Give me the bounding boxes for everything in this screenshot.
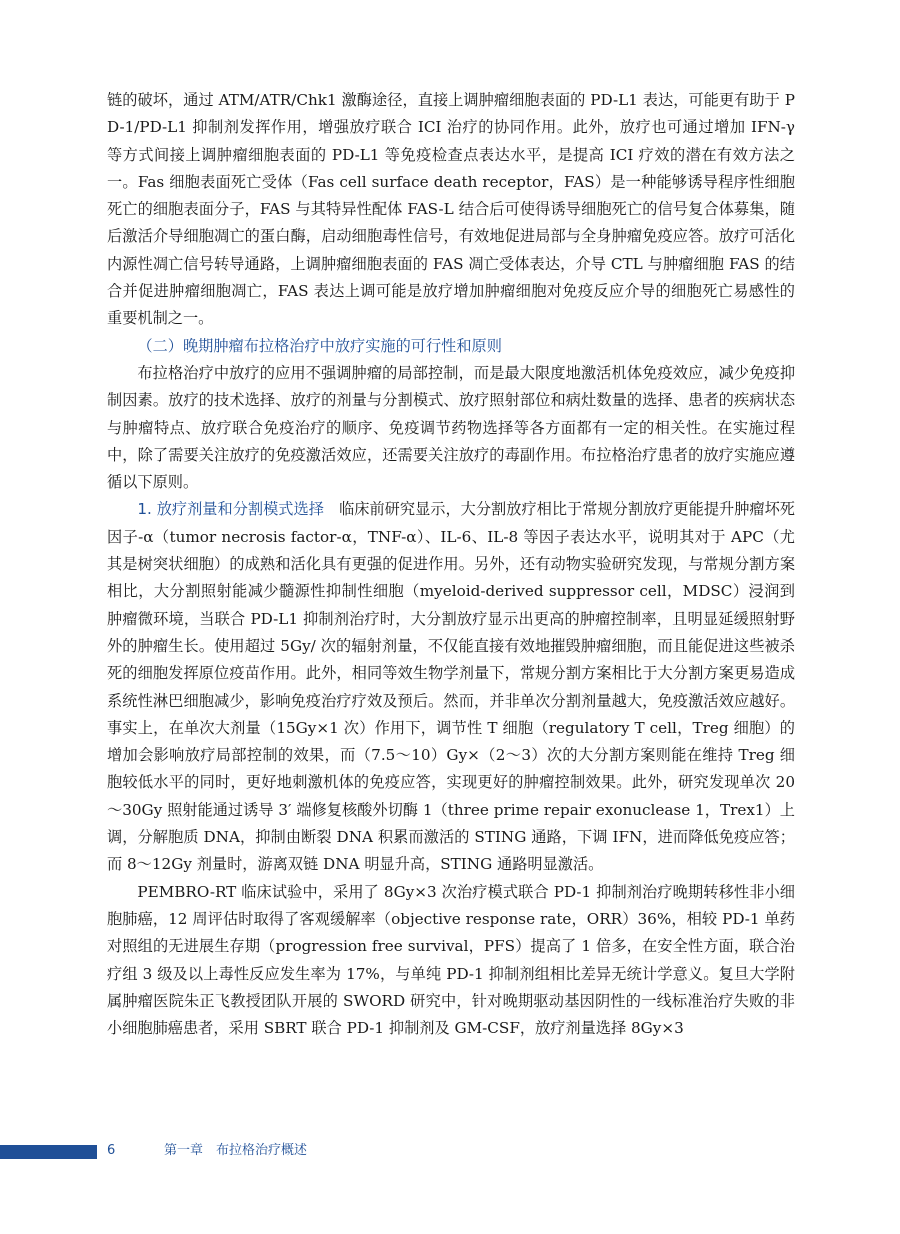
page-body — [107, 87, 795, 1042]
footer-accent-bar — [0, 1145, 97, 1159]
page-number: 6 — [107, 1143, 116, 1158]
sub-heading: 1. 放疗剂量和分割模式选择 — [137, 500, 324, 519]
section-heading: （二）晚期肿瘤布拉格治疗中放疗实施的可行性和原则 — [137, 336, 502, 355]
chapter-title: 第一章 布拉格治疗概述 — [164, 1143, 308, 1158]
body-paragraph-3-text: 临床前研究显示，大分割放疗相比于常规分割放疗更能提升肿瘤坏死因子-α（tumor necrosis factor-α，TNF-α）、IL-6、IL-8 等因子表达水平，说明其对于 APC（尤其是树突状细胞）的成熟和活化具有更强的促进作用。另外，还有动物实验研究发现，与常规分割方案相比，大分割照射能减少髓源性抑制性细胞（myeloid-derived suppressor cell，MDSC）浸润到肿瘤微环境，当联合 PD-L1 抑制剂治疗时，大分割放疗显示出更高的肿瘤控制率，且明显延缓照射野外的肿瘤生长。使用超过 5Gy/ 次的辐射剂量，不仅能直接有效地摧毁肿瘤细胞，而且能促进这些被杀死的细胞发挥原位疫苗作用。此外，相同等效生物学剂量下，常规分割方案相比于大分割方案更易造成系统性淋巴细胞减少，影响免疫治疗疗效及预后。然而，并非单次分割剂量越大，免疫激活效应越好。事实上，在单次大剂量（15Gy×1 次）作用下，调节性 T 细胞（regulatory T cell，Treg 细胞）的增加会影响放疗局部控制的效果，而（7.5～10）Gy×（2～3）次的大分割方案则能在维持 Treg 细胞较低水平的同时，更好地刺激机体的免疫应答，实现更好的肿瘤控制效果。此外，研究发现单次 20～30Gy 照射能通过诱导 3′ 端修复核酸外切酶 1（three prime repair exonuclease 1，Trex1）上调，分解胞质 DNA，抑制由断裂 DNA 积累而激活的 STING 通路，下调 IFN，进而降低免疫应答；而 8～12Gy 剂量时，游离双链 DNA 明显升高，STING 通路明显激活。 — [107, 500, 795, 874]
body-paragraph-2: 布拉格治疗中放疗的应用不强调肿瘤的局部控制，而是最大限度地激活机体免疫效应，减少免疫抑制因素。放疗的技术选择、放疗的剂量与分割模式、放疗照射部位和病灶数量的选择、患者的疾病状态与肿瘤特点、放疗联合免疫治疗的顺序、免疫调节药物选择等各方面都有一定的相关性。在实施过程中，除了需要关注放疗的免疫激活效应，还需要关注放疗的毒副作用。布拉格治疗患者的放疗实施应遵循以下原则。 — [107, 363, 795, 492]
body-paragraph-4: PEMBRO-RT 临床试验中，采用了 8Gy×3 次治疗模式联合 PD-1 抑制剂治疗晚期转移性非小细胞肺癌，12 周评估时取得了客观缓解率（objective response rate，ORR）36%，相较 PD-1 单药对照组的无进展生存期（progression free survival，PFS）提高了 1 倍多，在安全性方面，联合治疗组 3 级及以上毒性反应发生率为 17%，与单纯 PD-1 抑制剂组相比差异无统计学意义。复旦大学附属肿瘤医院朱正飞教授团队开展的 SWORD 研究中，针对晚期驱动基因阴性的一线标准治疗失败的非小细胞肺癌患者，采用 SBRT 联合 PD-1 抑制剂及 GM-CSF，放疗剂量选择 8Gy×3 — [107, 882, 795, 1038]
body-paragraph-3 — [107, 496, 795, 878]
body-paragraph-1: 链的破坏，通过 ATM/ATR/Chk1 激酶途径，直接上调肿瘤细胞表面的 PD-L1 表达，可能更有助于 PD-1/PD-L1 抑制剂发挥作用，增强放疗联合 ICI 治疗的协同作用。此外，放疗也可通过增加 IFN-γ 等方式间接上调肿瘤细胞表面的 PD-L1 等免疫检查点表达水平，是提高 ICI 疗效的潜在有效方法之一。Fas 细胞表面死亡受体（Fas cell surface death receptor，FAS）是一种能够诱导程序性细胞死亡的细胞表面分子，FAS 与其特异性配体 FAS-L 结合后可使得诱导细胞死亡的信号复合体募集，随后激活介导细胞凋亡的蛋白酶，启动细胞毒性信号，有效地促进局部与全身肿瘤免疫应答。放疗可活化内源性凋亡信号转导通路，上调肿瘤细胞表面的 FAS 凋亡受体表达，介导 CTL 与肿瘤细胞 FAS 的结合并促进肿瘤细胞凋亡，FAS 表达上调可能是放疗增加肿瘤细胞对免疫反应介导的细胞死亡易感性的重要机制之一。 — [107, 91, 795, 328]
